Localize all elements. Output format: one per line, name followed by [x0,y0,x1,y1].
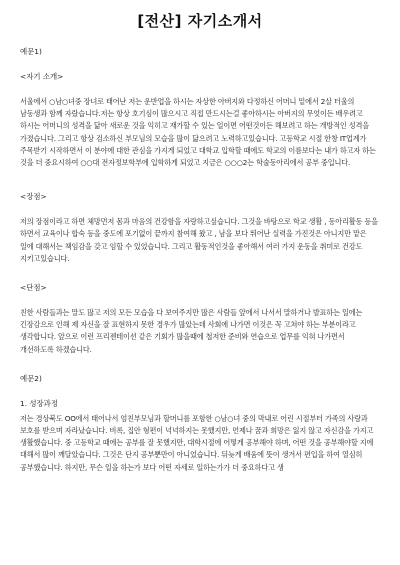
section-weakness-body: 친한 사람들과는 말도 많고 저의 모든 모습을 다 보여주지만 많은 사람들 앞에서 나서서 말하거나 발표하는 일에는 긴장감으로 인해 제 자신을 잘 표현하지 못한 경우가 많았는데 사회에 나가면 이것은 꼭 고쳐야 하는 부분이라고 생각합니다. 앞으로 이런 프리젠테이션 같은 기회가 많을때에 철저한 준비와 연습으로 업무를 익혀 나가면서 개선하도록 하겠습니다. [20,308,363,354]
section-strength-heading: <장점> [20,192,47,202]
section-intro-heading: <자기 소개> [20,72,64,81]
document-title: [전산] 자기소개서 [137,12,263,30]
example-2-label: 예문2) [20,373,42,383]
section-growth-heading: 1. 성장과정 [20,398,58,408]
section-growth-body: 저는 경상북도 OO에서 태어나서 엄친부모님과 할머니를 포함한 ○남○녀 중의 막내로 어린 시절부터 가족의 사랑과 보호를 받으며 자라났습니다. 비록, 집안 형편이 넉넉하지는 못했지만, 언제나 꿈과 희망은 잃지 않고 자신감을 가지고 생활했습니다. 중 고등학교 때에는 공부를 잘 못했지만, 대학시절에 어떻게 공부해야 하며, 어떤 것을 공부해야할 지에 대해서 많이 깨달았습니다. 그것은 단지 공부뿐만이 아니었습니다. 뒤늦게 배움에 뜻이 생겨서 편입을 하여 열심히 공부했습니다. 하지만, 무슨 일을 하는가 보다 어떤 자세로 일하는가가 더 중요하다고 생 [20,413,374,472]
section-strength-body: 저의 장점이라고 하면 체망먼저 몸과 마음의 건강함을 자랑하고싶습니다. 그것을 바탕으로 학교 생활 , 동아리활동 등을 하면서 교육이나 합숙 등을 중도에 포기없이 끝까지 참여해 왔고 , 남을 보다 뛰어난 실력을 가진것은 아니지만 맡은 일에 대해서는 책임감을 갖고 임할 수 있었습니다. 그리고 활동적인것을 좋아해서 여러 가지 운동을 취미로 건강도 지키고있습니다. [20,217,378,263]
example-1-label: 예문1) [20,47,42,56]
section-intro-body: 서울에서 ○남○녀중 장녀로 태어난 저는 운반업을 하시는 자상한 아버지와 다정하신 어머니 밑에서 2살 터울의 남동생과 함께 자랐습니다.저는 항상 호기심이 많으시고 직접 만드시는걸 좋아하시는 아버지의 무엇이든 배우려고 하시는 어머니의 성격을 닮아 새로운 것을 익히고 재가할 수 있는 일이면 어떤것이든 해보려고 하는 개방적인 성격을 가졌습니다. 그리고 항상 검소하신 부모님의 모습을 많이 닮으려고 노력하고있습니다. 고등학교 시절 한창 IT업계가 주목받기 시작하면서 이 분야에 대한 관심을 가지게 되었고 대학교 입학할 때에도 학교의 이름보다는 내가 하고자 하는 것을 더 중요시하여 ○○대 전자정보학부에 입학하게 되었고 지금은 ○○○2는 학술동아리에서 공부 중입니다. [20,97,376,168]
section-weakness-heading: <단점> [20,283,47,293]
